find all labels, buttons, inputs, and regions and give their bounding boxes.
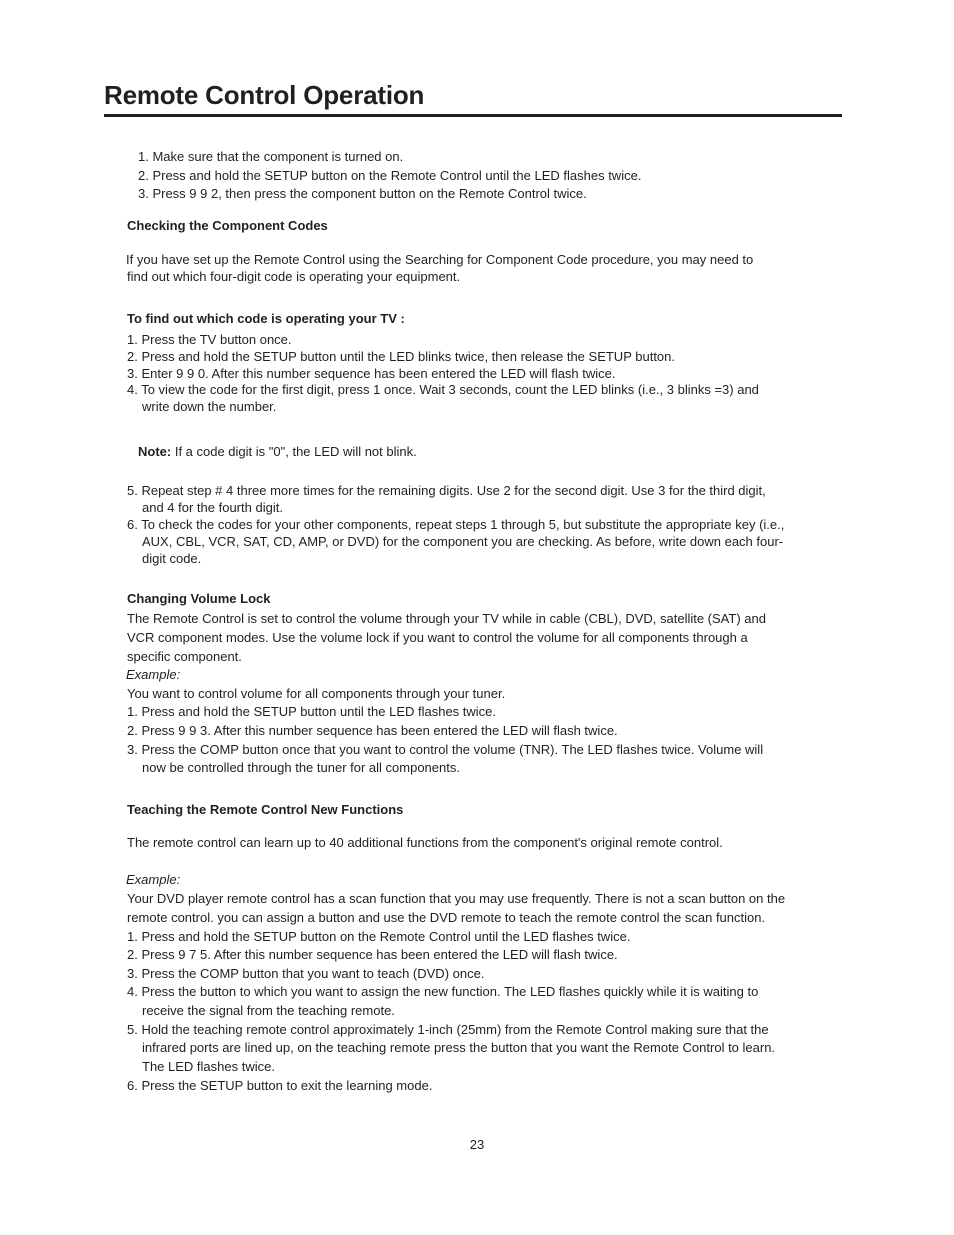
- find-code-step-4-cont: write down the number.: [142, 399, 277, 414]
- title-rule: [104, 114, 842, 117]
- checking-para-line-1: If you have set up the Remote Control using the Searching for Component Code procedure, you may need to: [126, 252, 754, 267]
- find-code-step-6: 6. To check the codes for your other components, repeat steps 1 through 5, but substitute the appropriate key (i.e.,: [127, 517, 785, 532]
- checking-para-line-2: find out which four-digit code is operating your equipment.: [127, 269, 461, 284]
- intro-step-1: 1. Make sure that the component is turned on.: [138, 149, 404, 164]
- teaching-step-1: 1. Press and hold the SETUP button on the Remote Control until the LED flashes twice.: [127, 929, 631, 944]
- teaching-step-5: 5. Hold the teaching remote control approximately 1-inch (25mm) from the Remote Control making sure that the: [127, 1022, 769, 1037]
- teaching-example-line-1: Your DVD player remote control has a scan function that you may use frequently. There is not a scan button on the: [127, 891, 786, 906]
- volume-example-label: Example:: [126, 667, 181, 682]
- teaching-example-label: Example:: [126, 872, 181, 887]
- page-number: 23: [469, 1137, 485, 1152]
- teaching-example-line-2: remote control. you can assign a button and use the DVD remote to teach the remote control the scan function.: [127, 910, 766, 925]
- find-code-step-6-cont-1: AUX, CBL, VCR, SAT, CD, AMP, or DVD) for the component you are checking. As before, write down each four-: [142, 534, 784, 549]
- teaching-step-5-cont-2: The LED flashes twice.: [142, 1059, 275, 1074]
- teaching-step-4: 4. Press the button to which you want to assign the new function. The LED flashes quickly while it is waiting to: [127, 984, 759, 999]
- volume-example-text: You want to control volume for all components through your tuner.: [127, 686, 506, 701]
- volume-step-2: 2. Press 9 9 3. After this number sequence has been entered the LED will flash twice.: [127, 723, 618, 738]
- volume-step-3: 3. Press the COMP button once that you want to control the volume (TNR). The LED flashes twice. Volume will: [127, 742, 764, 757]
- volume-heading: Changing Volume Lock: [127, 591, 271, 606]
- teaching-step-3: 3. Press the COMP button that you want to teach (DVD) once.: [127, 966, 485, 981]
- find-code-step-4: 4. To view the code for the first digit, press 1 once. Wait 3 seconds, count the LED blinks (i.e., 3 blinks =3) and: [127, 382, 759, 397]
- volume-step-1: 1. Press and hold the SETUP button until the LED flashes twice.: [127, 704, 497, 719]
- find-code-step-5: 5. Repeat step # 4 three more times for the remaining digits. Use 2 for the second digit. Use 3 for the third digit,: [127, 483, 766, 498]
- intro-step-3: 3. Press 9 9 2, then press the component button on the Remote Control twice.: [138, 186, 587, 201]
- teaching-step-5-cont-1: infrared ports are lined up, on the teaching remote press the button that you want the Remote Control to learn.: [142, 1040, 776, 1055]
- volume-para-line-3: specific component.: [127, 649, 242, 664]
- find-code-step-5-cont: and 4 for the fourth digit.: [142, 500, 283, 515]
- find-code-heading: To find out which code is operating your TV :: [127, 311, 405, 326]
- volume-step-3-cont: now be controlled through the tuner for all components.: [142, 760, 460, 775]
- page-title: Remote Control Operation: [104, 80, 425, 110]
- find-code-step-2: 2. Press and hold the SETUP button until the LED blinks twice, then release the SETUP button.: [127, 349, 675, 364]
- teaching-step-2: 2. Press 9 7 5. After this number sequence has been entered the LED will flash twice.: [127, 947, 618, 962]
- teaching-heading: Teaching the Remote Control New Functions: [127, 802, 404, 817]
- checking-heading: Checking the Component Codes: [127, 218, 328, 233]
- note-text: If a code digit is "0", the LED will not blink.: [171, 444, 417, 459]
- note: [138, 443, 417, 460]
- note-label: Note:: [138, 444, 172, 459]
- volume-para-line-2: VCR component modes. Use the volume lock if you want to control the volume for all components through a: [127, 630, 748, 645]
- teaching-step-4-cont: receive the signal from the teaching remote.: [142, 1003, 395, 1018]
- intro-step-2: 2. Press and hold the SETUP button on the Remote Control until the LED flashes twice.: [138, 168, 642, 183]
- teaching-para: The remote control can learn up to 40 additional functions from the component's original remote control.: [127, 835, 723, 850]
- teaching-step-6: 6. Press the SETUP button to exit the learning mode.: [127, 1078, 433, 1093]
- volume-para-line-1: The Remote Control is set to control the volume through your TV while in cable (CBL), DVD, satellite (SAT) and: [127, 611, 766, 626]
- find-code-step-1: 1. Press the TV button once.: [127, 332, 292, 347]
- find-code-step-3: 3. Enter 9 9 0. After this number sequence has been entered the LED will flash twice.: [127, 366, 616, 381]
- find-code-step-6-cont-2: digit code.: [142, 551, 202, 566]
